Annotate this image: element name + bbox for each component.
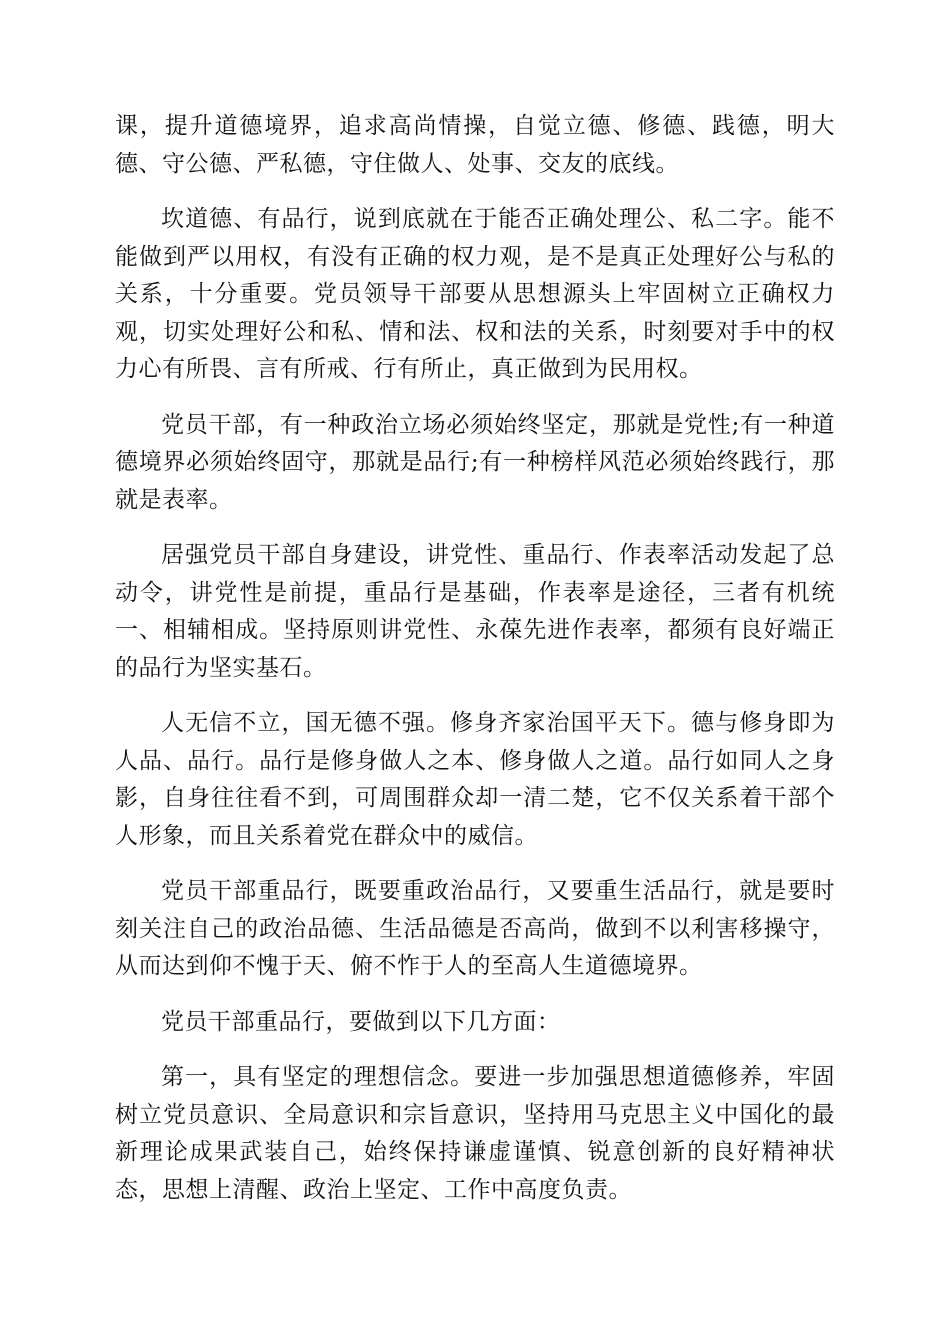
paragraph-party-spirit: 党员干部，有一种政治立场必须始终坚定，那就是党性;有一种道德境界必须始终固守，那就是品行;有一种榜样风范必须始终践行，那就是表率。	[115, 411, 835, 513]
document-page	[115, 108, 835, 1227]
paragraph-power-view: 坎道德、有品行，说到底就在于能否正确处理公、私二字。能不能做到严以用权，有没有正确的权力观，是不是真正处理好公与私的关系，十分重要。党员领导干部要从思想源头上牢固树立正确权力观，切实处理好公和私、情和法、权和法的关系，时刻要对手中的权力心有所畏、言有所戒、行有所止，真正做到为民用权。	[115, 206, 835, 382]
paragraph-self-building: 居强党员干部自身建设，讲党性、重品行、作表率活动发起了总动令，讲党性是前提，重品行是基础，作表率是途径，三者有机统一、相辅相成。坚持原则讲党性、永葆先进作表率，都须有良好端正的品行为坚实基石。	[115, 542, 835, 681]
paragraph-first-point: 第一，具有坚定的理想信念。要进一步加强思想道德修养，牢固树立党员意识、全局意识和宗旨意识，坚持用马克思主义中国化的最新理论成果武装自己，始终保持谦虚谨慎、锐意创新的良好精神状态，思想上清醒、政治上坚定、工作中高度负责。	[115, 1064, 835, 1203]
paragraph-integrity: 人无信不立，国无德不强。修身齐家治国平天下。德与修身即为人品、品行。品行是修身做人之本、修身做人之道。品行如同人之身影，自身往往看不到，可周围群众却一清二楚，它不仅关系着干部个人形象，而且关系着党在群众中的威信。	[115, 710, 835, 849]
paragraph-continuation: 课，提升道德境界，追求高尚情操，自觉立德、修德、践德，明大德、守公德、严私德，守住做人、处事、交友的底线。	[115, 113, 835, 177]
paragraph-political-conduct: 党员干部重品行，既要重政治品行，又要重生活品行，就是要时刻关注自己的政治品德、生活品德是否高尚，做到不以利害移操守，从而达到仰不愧于天、俯不怍于人的至高人生道德境界。	[115, 878, 835, 979]
paragraph-aspects-intro: 党员干部重品行，要做到以下几方面：	[161, 1008, 561, 1035]
